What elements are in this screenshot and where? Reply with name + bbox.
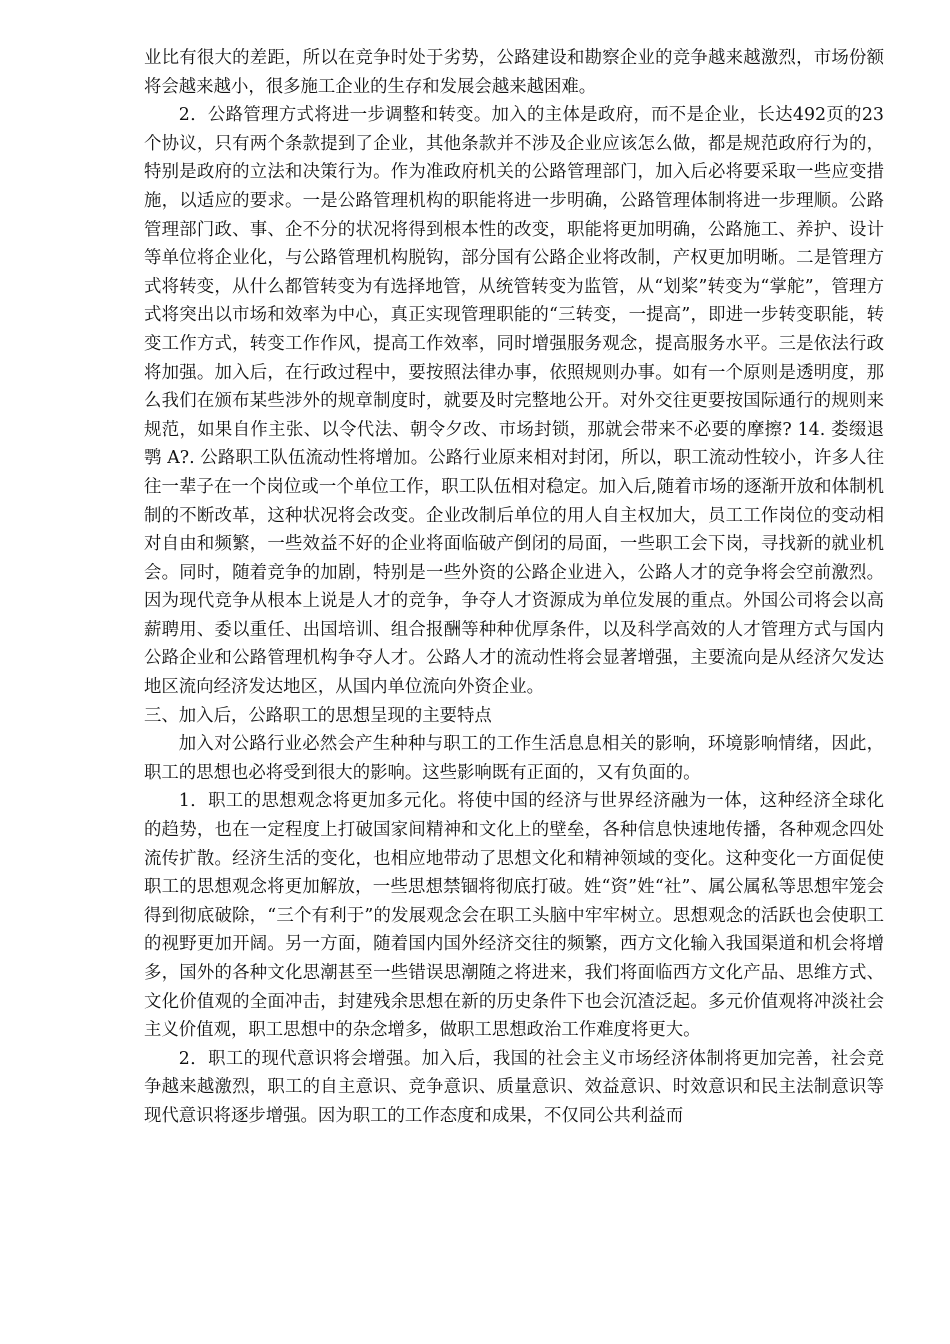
paragraph-diversified-thinking: 1．职工的思想观念将更加多元化。将使中国的经济与世界经济融为一体，这种经济全球化的趋势，也在一定程度上打破国家间精神和文化上的壁垒，各种信息快速地传播，各种观念四处流传扩散。经济生活的变化，也相应地带动了思想文化和精神领域的变化。这种变化一方面促使职工的思想观念将更加解放，一些思想禁锢将彻底打破。姓“资”姓“社”、属公属私等思想牢笼会得到彻底破除，“三个有利于”的发展观念会在职工头脑中牢牢树立。思想观念的活跃也会使职工的视野更加开阔。另一方面，随着国内国外经济交往的频繁，西方文化输入我国渠道和机会将增多，国外的各种文化思潮甚至一些错误思潮随之将进来，我们将面临西方文化产品、思维方式、文化价值观的全面冲击，封建残余思想在新的历史条件下也会沉渣泛起。多元价值观将冲淡社会主义价值观，职工思想中的杂念增多，做职工思想政治工作难度将更大。 [144,791,884,1041]
paragraph-modern-awareness: 2．职工的现代意识将会增强。加入后，我国的社会主义市场经济体制将更加完善，社会竞争越来越激烈，职工的自主意识、竞争意识、质量意识、效益意识、时效意识和民主法制意识等现代意识将逐步增强。因为职工的工作态度和成果，不仅同公共利益而 [144,1048,884,1126]
section-heading-3: 三、加入后，公路职工的思想呈现的主要特点 [144,705,492,726]
paragraph-management-change: 2．公路管理方式将进一步调整和转变。加入的主体是政府，而不是企业，长达492页的23个协议，只有两个条款提到了企业，其他条款并不涉及企业应该怎么做，都是规范政府行为的，特别是政府的立法和决策行为。作为准政府机关的公路管理部门，加入后必将要采取一些应变措施，以适应的要求。一是公路管理机构的职能将进一步明确，公路管理体制将进一步理顺。公路管理部门政、事、企不分的状况将得到根本性的改变，职能将更加明确，公路施工、养护、设计等单位将企业化，与公路管理机构脱钩，部分国有公路企业将改制，产权更加明晰。二是管理方式将转变，从什么都管转变为有选择地管，从统管转变为监管，从“划桨”转变为“掌舵”，管理方式将突出以市场和效率为中心，真正实现管理职能的“三转变，一提高”，即进一步转变职能，转变工作方式，转变工作作风，提高工作效率，同时增强服务观念，提高服务水平。三是依法行政将加强。加入后，在行政过程中，要按照法律办事，依照规则办事。如有一个原则是透明度，那么我们在颁布某些涉外的规章制度时，就要及时完整地公开。对外交往更要按国际通行的规则来规范，如果自作主张、以令代法、朝令夕改、市场封锁，那就会带来不必要的摩擦? 14. 娄缀退鹗 A?. 公路职工队伍流动性将增加。公路行业原来相对封闭，所以，职工流动性较小，许多人往往一辈子在一个岗位或一个单位工作，职工队伍相对稳定。加入后,随着市场的逐渐开放和体制机制的不断改革，这种状况将会改变。企业改制后单位的用人自主权加大，员工工作岗位的变动相对自由和频繁，一些效益不好的企业将面临破产倒闭的局面，一些职工会下岗，寻找新的就业机会。同时，随着竞争的加剧，特别是一些外资的公路企业进入，公路人才的竞争将会空前激烈。因为现代竞争从根本上说是人才的竞争，争夺人才资源成为单位发展的重点。外国公司将会以高薪聘用、委以重任、出国培训、组合报酬等种种优厚条件，以及科学高效的人才管理方式与国内公路企业和公路管理机构争夺人才。公路人才的流动性将会显著增强，主要流向是从经济欠发达地区流向经济发达地区，从国内单位流向外资企业。 [144,105,884,698]
document-page [144,44,884,1131]
paragraph-section-intro: 加入对公路行业必然会产生种种与职工的工作生活息息相关的影响，环境影响情绪，因此，职工的思想也必将受到很大的影响。这些影响既有正面的，又有负面的。 [144,734,884,783]
paragraph-continuation: 业比有很大的差距，所以在竞争时处于劣势，公路建设和勘察企业的竞争越来越激烈，市场份额将会越来越小，很多施工企业的生存和发展会越来越困难。 [144,48,884,97]
